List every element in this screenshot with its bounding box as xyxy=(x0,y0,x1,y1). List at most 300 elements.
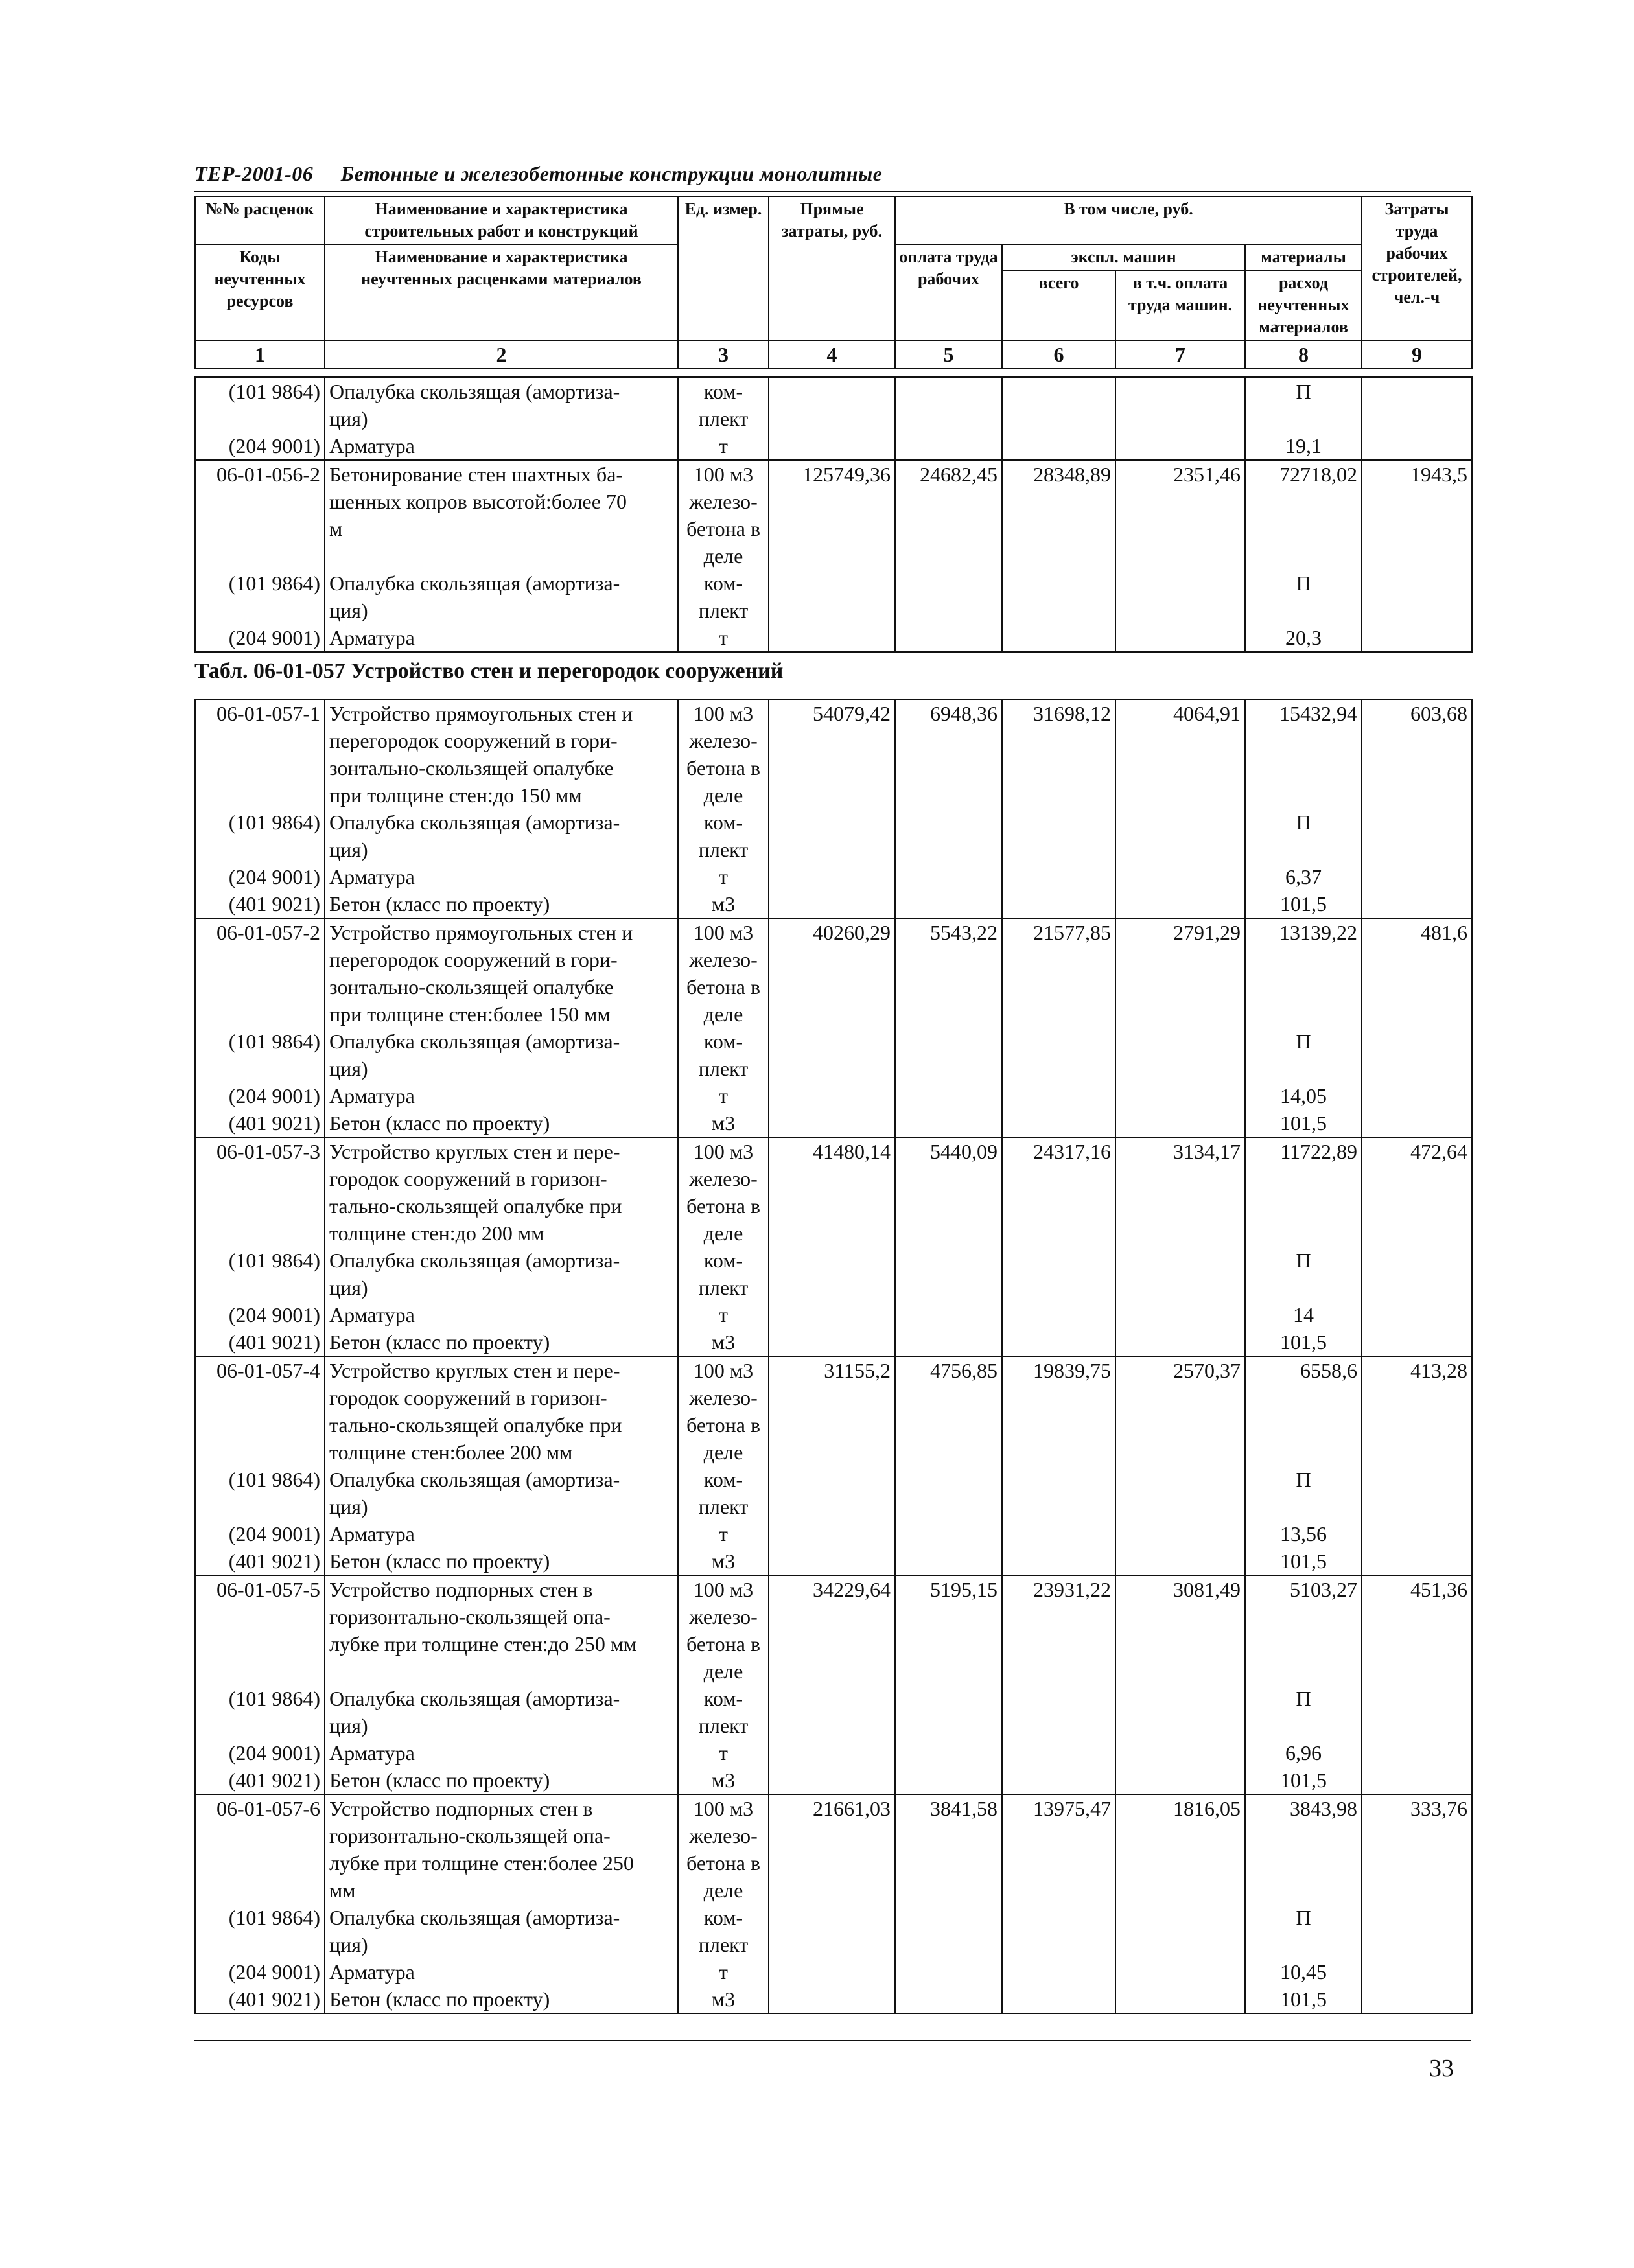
unit-cell xyxy=(678,1520,769,1547)
machine-labor-cell: 2791,29 xyxy=(1115,918,1245,1028)
table-row xyxy=(195,1137,1472,1247)
work-name-line: Устройство прямоугольных стен и xyxy=(329,921,633,944)
materials-cell: П xyxy=(1245,1904,1362,1958)
unit-cell xyxy=(678,377,769,432)
header-labor-hours: Затраты труда рабочих строителей, чел.-ч xyxy=(1362,196,1472,340)
direct-costs-cell xyxy=(769,1028,895,1082)
work-name-cell xyxy=(325,624,678,652)
materials-cell: 14 xyxy=(1245,1301,1362,1328)
materials-cell: 13139,22 xyxy=(1245,918,1362,1028)
labor-hours-cell xyxy=(1362,1301,1472,1328)
materials-cell: 72718,02 xyxy=(1245,460,1362,570)
work-name-line: ция) xyxy=(329,838,368,861)
labor-hours-cell xyxy=(1362,1247,1472,1301)
table-row xyxy=(195,1466,1472,1520)
work-name-line: Арматура xyxy=(329,434,415,457)
work-name-line: Устройство подпорных стен в xyxy=(329,1578,593,1601)
work-name-line: Бетон (класс по проекту) xyxy=(329,1768,550,1792)
unit-cell xyxy=(678,1082,769,1109)
direct-costs-cell: 21661,03 xyxy=(769,1794,895,1904)
table-row xyxy=(195,1958,1472,1985)
labor-hours-cell: 413,28 xyxy=(1362,1356,1472,1466)
unit-cell xyxy=(678,863,769,890)
work-name-cell xyxy=(325,1082,678,1109)
unit-cell xyxy=(678,890,769,918)
materials-cell: 101,5 xyxy=(1245,1766,1362,1794)
machines-total-cell xyxy=(1002,570,1115,624)
work-name-cell xyxy=(325,1904,678,1958)
work-name-cell xyxy=(325,1466,678,1520)
direct-costs-cell xyxy=(769,890,895,918)
work-name-line: Арматура xyxy=(329,1960,415,1984)
unit-cell xyxy=(678,1466,769,1520)
labor-hours-cell xyxy=(1362,1082,1472,1109)
direct-costs-cell xyxy=(769,809,895,863)
header-unit: Ед. измер. xyxy=(678,196,769,340)
worker-pay-cell xyxy=(895,1739,1002,1766)
unit-line: 100 м3 xyxy=(693,921,754,944)
machines-total-cell xyxy=(1002,1685,1115,1739)
machines-total-cell xyxy=(1002,1547,1115,1575)
work-name-cell xyxy=(325,570,678,624)
work-name-line: городок сооружений в горизон- xyxy=(329,1167,607,1190)
unit-cell xyxy=(678,1028,769,1082)
worker-pay-cell xyxy=(895,1028,1002,1082)
unit-cell xyxy=(678,1547,769,1575)
rate-code-cell: (401 9021) xyxy=(195,1985,325,2013)
materials-cell: П xyxy=(1245,1685,1362,1739)
unit-line: ком- xyxy=(703,1468,743,1491)
work-name-cell xyxy=(325,918,678,1028)
table-row xyxy=(195,1356,1472,1466)
machine-labor-cell xyxy=(1115,1109,1245,1137)
table-row xyxy=(195,1301,1472,1328)
worker-pay-cell: 3841,58 xyxy=(895,1794,1002,1904)
unit-line: деле xyxy=(703,1879,743,1902)
machine-labor-cell xyxy=(1115,890,1245,918)
unit-line: бетона в xyxy=(686,1851,761,1875)
rate-code-cell: (204 9001) xyxy=(195,1082,325,1109)
machine-labor-cell: 2351,46 xyxy=(1115,460,1245,570)
column-number: 6 xyxy=(1002,340,1115,369)
machine-labor-cell: 4064,91 xyxy=(1115,699,1245,809)
work-name-line: Устройство прямоугольных стен и xyxy=(329,702,633,725)
work-name-line: ция) xyxy=(329,599,368,622)
labor-hours-cell xyxy=(1362,377,1472,432)
document-code: ТЕР-2001-06 xyxy=(194,162,314,185)
machines-total-cell xyxy=(1002,624,1115,652)
work-name-cell xyxy=(325,1739,678,1766)
work-name-line: зонтально-скользящей опалубке xyxy=(329,975,614,999)
labor-hours-cell xyxy=(1362,1739,1472,1766)
rate-code-cell: (204 9001) xyxy=(195,1520,325,1547)
worker-pay-cell xyxy=(895,890,1002,918)
table-row xyxy=(195,1794,1472,1904)
machines-total-cell xyxy=(1002,1985,1115,2013)
direct-costs-cell xyxy=(769,1301,895,1328)
unit-line: плект xyxy=(698,838,749,861)
header-resource-name: Наименование и характеристика неучтенных расценками материалов xyxy=(325,244,678,340)
machine-labor-cell xyxy=(1115,1958,1245,1985)
work-name-line: лубке при толщине стен:до 250 мм xyxy=(329,1632,637,1656)
unit-cell xyxy=(678,624,769,652)
work-name-line: Бетон (класс по проекту) xyxy=(329,1549,550,1573)
labor-hours-cell xyxy=(1362,1328,1472,1356)
work-name-line: Устройство подпорных стен в xyxy=(329,1797,593,1820)
direct-costs-cell xyxy=(769,863,895,890)
rate-code-cell: 06-01-057-1 xyxy=(195,699,325,809)
unit-line: ком- xyxy=(703,1906,743,1929)
unit-line: т xyxy=(719,1084,728,1107)
worker-pay-cell xyxy=(895,1904,1002,1958)
unit-cell xyxy=(678,1109,769,1137)
materials-cell: 11722,89 xyxy=(1245,1137,1362,1247)
work-name-cell xyxy=(325,1247,678,1301)
labor-hours-cell: 603,68 xyxy=(1362,699,1472,809)
machines-total-cell xyxy=(1002,1766,1115,1794)
machine-labor-cell xyxy=(1115,1685,1245,1739)
work-name-line: лубке при толщине стен:более 250 xyxy=(329,1851,634,1875)
unit-line: 100 м3 xyxy=(693,702,754,725)
materials-cell: П xyxy=(1245,1466,1362,1520)
direct-costs-cell xyxy=(769,624,895,652)
unit-cell xyxy=(678,1766,769,1794)
unit-line: 100 м3 xyxy=(693,463,754,486)
worker-pay-cell xyxy=(895,1766,1002,1794)
work-name-line: ция) xyxy=(329,1057,368,1080)
work-name-line: Опалубка скользящая (амортиза- xyxy=(329,380,620,403)
direct-costs-cell xyxy=(769,570,895,624)
unit-cell xyxy=(678,1958,769,1985)
table-row xyxy=(195,1739,1472,1766)
work-name-cell xyxy=(325,890,678,918)
machines-total-cell: 23931,22 xyxy=(1002,1575,1115,1685)
table-row xyxy=(195,1247,1472,1301)
rate-code-cell: (204 9001) xyxy=(195,863,325,890)
machine-labor-cell xyxy=(1115,377,1245,432)
machines-total-cell: 31698,12 xyxy=(1002,699,1115,809)
unit-line: плект xyxy=(698,1276,749,1299)
header-rate-number: №№ расценок xyxy=(195,196,325,244)
worker-pay-cell: 24682,45 xyxy=(895,460,1002,570)
worker-pay-cell xyxy=(895,809,1002,863)
unit-cell xyxy=(678,432,769,460)
rate-code-cell: (101 9864) xyxy=(195,377,325,432)
machines-total-cell xyxy=(1002,1082,1115,1109)
table-row xyxy=(195,1547,1472,1575)
machines-total-cell xyxy=(1002,809,1115,863)
direct-costs-cell xyxy=(769,1247,895,1301)
machine-labor-cell: 2570,37 xyxy=(1115,1356,1245,1466)
direct-costs-cell xyxy=(769,1328,895,1356)
unit-line: м3 xyxy=(711,1330,736,1354)
machine-labor-cell xyxy=(1115,1466,1245,1520)
header-rule xyxy=(194,191,1471,192)
unit-line: т xyxy=(719,1960,728,1984)
unit-line: т xyxy=(719,1303,728,1326)
labor-hours-cell: 1943,5 xyxy=(1362,460,1472,570)
unit-line: 100 м3 xyxy=(693,1578,754,1601)
direct-costs-cell xyxy=(769,377,895,432)
machines-total-cell: 24317,16 xyxy=(1002,1137,1115,1247)
materials-cell: 3843,98 xyxy=(1245,1794,1362,1904)
unit-line: плект xyxy=(698,1057,749,1080)
rate-code-cell: 06-01-057-5 xyxy=(195,1575,325,1685)
unit-line: деле xyxy=(703,1660,743,1683)
machines-total-cell: 13975,47 xyxy=(1002,1794,1115,1904)
table-row xyxy=(195,809,1472,863)
machines-total-cell xyxy=(1002,1958,1115,1985)
machine-labor-cell xyxy=(1115,1028,1245,1082)
materials-cell: 5103,27 xyxy=(1245,1575,1362,1685)
column-number: 9 xyxy=(1362,340,1472,369)
labor-hours-cell xyxy=(1362,1109,1472,1137)
work-name-line: толщине стен:до 200 мм xyxy=(329,1221,544,1245)
materials-cell: П xyxy=(1245,377,1362,432)
rate-code-cell: (401 9021) xyxy=(195,1547,325,1575)
unit-line: 100 м3 xyxy=(693,1797,754,1820)
machine-labor-cell xyxy=(1115,1328,1245,1356)
rate-code-cell: (101 9864) xyxy=(195,1904,325,1958)
unit-line: плект xyxy=(698,1495,749,1518)
worker-pay-cell: 4756,85 xyxy=(895,1356,1002,1466)
rate-code-cell: (204 9001) xyxy=(195,1301,325,1328)
table-row xyxy=(195,890,1472,918)
unit-line: т xyxy=(719,626,728,649)
unit-cell xyxy=(678,460,769,570)
worker-pay-cell xyxy=(895,1109,1002,1137)
labor-hours-cell: 472,64 xyxy=(1362,1137,1472,1247)
unit-cell xyxy=(678,1739,769,1766)
work-name-line: перегородок сооружений в гори- xyxy=(329,948,618,971)
header-resource-codes: Коды неучтенных ресурсов xyxy=(195,244,325,340)
unit-cell xyxy=(678,1985,769,2013)
unit-line: деле xyxy=(703,1221,743,1245)
work-name-line: Бетон (класс по проекту) xyxy=(329,1111,550,1135)
rate-code-cell: 06-01-057-2 xyxy=(195,918,325,1028)
work-name-line: зонтально-скользящей опалубке xyxy=(329,756,614,780)
table-row xyxy=(195,570,1472,624)
labor-hours-cell xyxy=(1362,1985,1472,2013)
direct-costs-cell: 40260,29 xyxy=(769,918,895,1028)
work-name-line: Арматура xyxy=(329,626,415,649)
rate-code-cell: (204 9001) xyxy=(195,624,325,652)
materials-cell: 101,5 xyxy=(1245,1328,1362,1356)
table-row xyxy=(195,1766,1472,1794)
worker-pay-cell xyxy=(895,570,1002,624)
unit-cell xyxy=(678,1328,769,1356)
header-direct-costs: Прямые затраты, руб. xyxy=(769,196,895,340)
work-name-line: горизонтально-скользящей опа- xyxy=(329,1824,611,1847)
rate-code-cell: (401 9021) xyxy=(195,890,325,918)
unit-cell xyxy=(678,699,769,809)
materials-cell: 15432,94 xyxy=(1245,699,1362,809)
worker-pay-cell xyxy=(895,863,1002,890)
rates-table-057 xyxy=(194,699,1473,2014)
direct-costs-cell xyxy=(769,1547,895,1575)
machine-labor-cell xyxy=(1115,1766,1245,1794)
work-name-line: Устройство круглых стен и пере- xyxy=(329,1359,620,1382)
unit-line: плект xyxy=(698,1933,749,1956)
materials-cell: 6,37 xyxy=(1245,863,1362,890)
labor-hours-cell xyxy=(1362,1904,1472,1958)
machines-total-cell xyxy=(1002,1028,1115,1082)
unit-line: железо- xyxy=(689,1605,758,1628)
labor-hours-cell xyxy=(1362,570,1472,624)
header-machine-labor: в т.ч. оплата труда машин. xyxy=(1115,270,1245,340)
direct-costs-cell xyxy=(769,1109,895,1137)
unit-cell xyxy=(678,1575,769,1685)
machines-total-cell: 21577,85 xyxy=(1002,918,1115,1028)
work-name-line: тально-скользящей опалубке при xyxy=(329,1413,622,1437)
table-row xyxy=(195,863,1472,890)
labor-hours-cell xyxy=(1362,1547,1472,1575)
unit-line: бетона в xyxy=(686,1632,761,1656)
materials-cell: 101,5 xyxy=(1245,1109,1362,1137)
unit-line: м3 xyxy=(711,1111,736,1135)
materials-cell: 6558,6 xyxy=(1245,1356,1362,1466)
materials-cell: П xyxy=(1245,809,1362,863)
rate-code-cell: (101 9864) xyxy=(195,570,325,624)
work-name-line: Арматура xyxy=(329,1084,415,1107)
work-name-line: Арматура xyxy=(329,865,415,888)
rate-code-cell: (101 9864) xyxy=(195,1685,325,1739)
work-name-line: ция) xyxy=(329,1495,368,1518)
machines-total-cell xyxy=(1002,890,1115,918)
work-name-line: Опалубка скользящая (амортиза- xyxy=(329,1906,620,1929)
work-name-line: толщине стен:более 200 мм xyxy=(329,1441,573,1464)
table-row xyxy=(195,1109,1472,1137)
machine-labor-cell xyxy=(1115,1247,1245,1301)
rate-code-cell: (401 9021) xyxy=(195,1109,325,1137)
column-number: 1 xyxy=(195,340,325,369)
direct-costs-cell: 54079,42 xyxy=(769,699,895,809)
work-name-line: Опалубка скользящая (амортиза- xyxy=(329,1687,620,1710)
machines-total-cell xyxy=(1002,1247,1115,1301)
unit-line: ком- xyxy=(703,380,743,403)
materials-cell: 13,56 xyxy=(1245,1520,1362,1547)
work-name-line: Арматура xyxy=(329,1303,415,1326)
direct-costs-cell xyxy=(769,1466,895,1520)
materials-cell: П xyxy=(1245,1247,1362,1301)
unit-line: железо- xyxy=(689,1386,758,1409)
rate-code-cell: 06-01-057-6 xyxy=(195,1794,325,1904)
machines-total-cell xyxy=(1002,1739,1115,1766)
materials-cell: 101,5 xyxy=(1245,890,1362,918)
direct-costs-cell xyxy=(769,1739,895,1766)
header-worker-pay: оплата труда рабочих xyxy=(895,244,1002,340)
work-name-line: горизонтально-скользящей опа- xyxy=(329,1605,611,1628)
work-name-line: Опалубка скользящая (амортиза- xyxy=(329,1030,620,1053)
unit-line: бетона в xyxy=(686,975,761,999)
work-name-cell xyxy=(325,1137,678,1247)
header-machines-total: всего xyxy=(1002,270,1115,340)
column-number: 4 xyxy=(769,340,895,369)
unit-line: деле xyxy=(703,1002,743,1026)
unit-line: т xyxy=(719,865,728,888)
work-name-line: Бетон (класс по проекту) xyxy=(329,892,550,916)
work-name-cell xyxy=(325,1328,678,1356)
work-name-cell xyxy=(325,1301,678,1328)
work-name-line: тально-скользящей опалубке при xyxy=(329,1194,622,1218)
work-name-cell xyxy=(325,1685,678,1739)
unit-line: железо- xyxy=(689,1167,758,1190)
work-name-cell xyxy=(325,1356,678,1466)
labor-hours-cell: 481,6 xyxy=(1362,918,1472,1028)
materials-cell: П xyxy=(1245,570,1362,624)
header-machines: экспл. машин xyxy=(1002,244,1245,270)
direct-costs-cell xyxy=(769,432,895,460)
unit-cell xyxy=(678,1247,769,1301)
table-row xyxy=(195,1575,1472,1685)
work-name-line: ция) xyxy=(329,1933,368,1956)
machines-total-cell: 28348,89 xyxy=(1002,460,1115,570)
work-name-line: шенных копров высотой:более 70 xyxy=(329,490,627,513)
table-row xyxy=(195,1985,1472,2013)
unit-line: т xyxy=(719,1522,728,1545)
unit-cell xyxy=(678,1356,769,1466)
labor-hours-cell: 333,76 xyxy=(1362,1794,1472,1904)
unit-line: т xyxy=(719,1741,728,1765)
direct-costs-cell: 41480,14 xyxy=(769,1137,895,1247)
materials-cell: 14,05 xyxy=(1245,1082,1362,1109)
rates-table-continued xyxy=(194,376,1473,653)
materials-cell: П xyxy=(1245,1028,1362,1082)
worker-pay-cell xyxy=(895,1466,1002,1520)
machines-total-cell: 19839,75 xyxy=(1002,1356,1115,1466)
column-number: 7 xyxy=(1115,340,1245,369)
unit-cell xyxy=(678,1137,769,1247)
labor-hours-cell xyxy=(1362,1466,1472,1520)
running-header xyxy=(194,162,882,186)
direct-costs-cell xyxy=(769,1904,895,1958)
work-name-cell xyxy=(325,699,678,809)
worker-pay-cell xyxy=(895,1520,1002,1547)
column-number: 3 xyxy=(678,340,769,369)
machine-labor-cell xyxy=(1115,809,1245,863)
unit-line: м3 xyxy=(711,1768,736,1792)
unit-line: плект xyxy=(698,407,749,430)
machine-labor-cell xyxy=(1115,570,1245,624)
table-row xyxy=(195,377,1472,432)
rate-code-cell: (101 9864) xyxy=(195,809,325,863)
rate-code-cell: (401 9021) xyxy=(195,1766,325,1794)
machine-labor-cell xyxy=(1115,1985,1245,2013)
direct-costs-cell xyxy=(769,1985,895,2013)
work-name-cell xyxy=(325,1547,678,1575)
unit-line: бетона в xyxy=(686,517,761,540)
machines-total-cell xyxy=(1002,1301,1115,1328)
work-name-line: ция) xyxy=(329,407,368,430)
work-name-line: Опалубка скользящая (амортиза- xyxy=(329,811,620,834)
work-name-cell xyxy=(325,1985,678,2013)
table-row xyxy=(195,918,1472,1028)
unit-line: ком- xyxy=(703,572,743,595)
unit-cell xyxy=(678,918,769,1028)
unit-line: 100 м3 xyxy=(693,1359,754,1382)
unit-line: т xyxy=(719,434,728,457)
unit-line: ком- xyxy=(703,1030,743,1053)
unit-cell xyxy=(678,1301,769,1328)
worker-pay-cell xyxy=(895,432,1002,460)
machines-total-cell xyxy=(1002,863,1115,890)
machines-total-cell xyxy=(1002,1328,1115,1356)
rate-code-cell: 06-01-057-4 xyxy=(195,1356,325,1466)
materials-cell: 19,1 xyxy=(1245,432,1362,460)
direct-costs-cell: 125749,36 xyxy=(769,460,895,570)
table-row xyxy=(195,1328,1472,1356)
unit-line: м3 xyxy=(711,1549,736,1573)
